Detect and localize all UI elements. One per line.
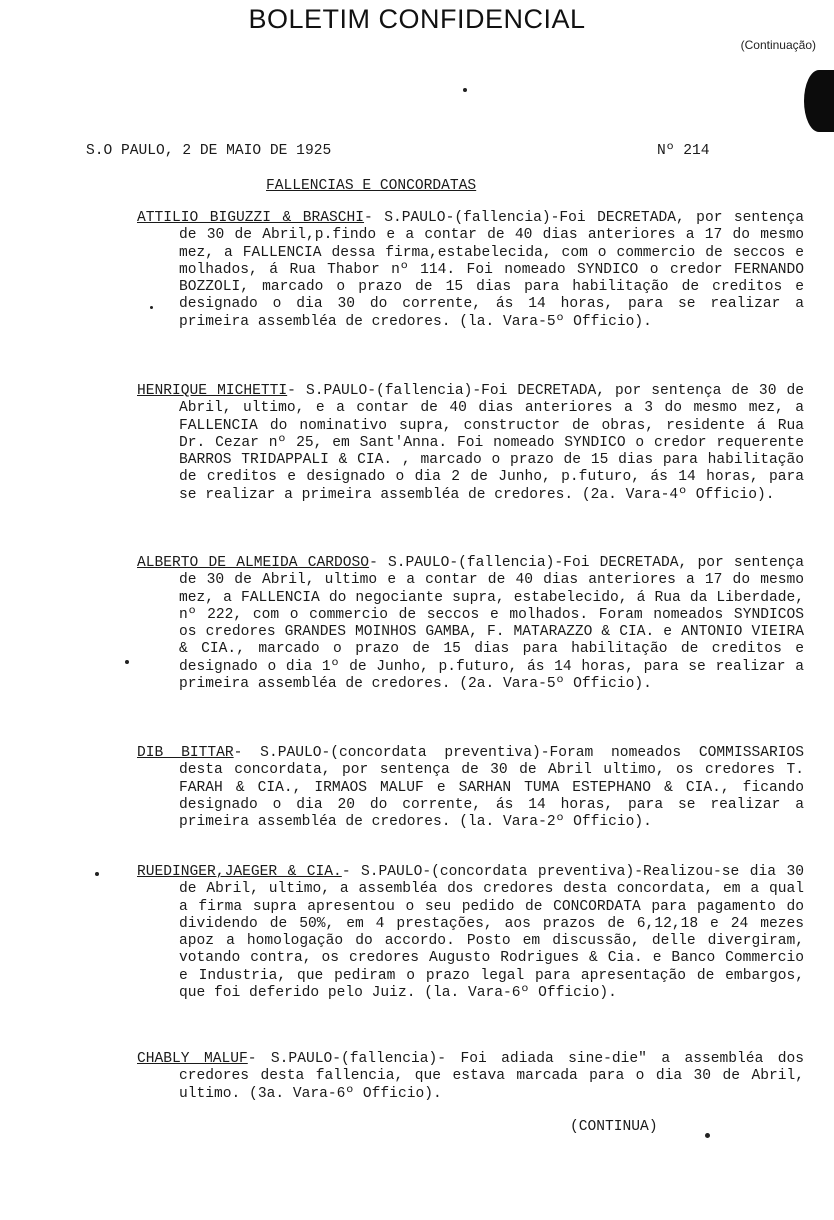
document-title: BOLETIM CONFIDENCIAL [248, 4, 586, 34]
scan-speck [95, 872, 99, 876]
entry-item [137, 210, 804, 331]
entry-text: - S.PAULO-(fallencia)-Foi DECRETADA, por sentença de 30 de Abril, ultimo e a contar de 40 dias anteriores a 17 do mesmo mez, a FALLENCIA do negociante supra, estabelecido, á Rua da Liberdade, nº 222, com o commercio de seccos e molhados. Foram nomeados SYNDICOS os credores GRANDES MOINHOS GAMBA, F. MATARAZZO & CIA. e ANTONIO VIEIRA & CIA., marcado o prazo de 15 dias para habilitação de creditos e designado o dia 1º de Junho, p.futuro, ás 14 horas, para se realizar a primeira assembléa de credores. (2a. Vara-5º Officio). [179, 555, 804, 693]
entry-text: - S.PAULO-(fallencia)- Foi adiada sine-die" a assembléa dos credores desta fallencia, que estava marcada para o dia 30 de Abril, ultimo. (3a. Vara-6º Officio). [179, 1051, 805, 1102]
entry-item [137, 745, 804, 831]
entry-text: - S.PAULO-(fallencia)-Foi DECRETADA, por sentença de 30 de Abril, ultimo, e a contar de 40 dias anteriores a 3 do mesmo mez, a FALLENCIA do nominativo supra, constructor de obras, residente á Rua Dr. Cezar nº 25, em Sant'Anna. Foi nomeado SYNDICO o credor requerente BARROS TRIDAPPALI & CIA. , marcado o prazo de 15 dias para habilitação de creditos e designado o dia 2 de Junho, p.futuro, ás 14 horas, para se realizar a primeira assembléa de credores. (2a. Vara-4º Officio). [179, 383, 804, 503]
continues-label: (CONTINUA) [570, 1119, 658, 1135]
scan-speck [705, 1133, 710, 1138]
entry-name: ALBERTO DE ALMEIDA CARDOSO [137, 555, 370, 571]
entry-item [137, 864, 804, 1002]
entry-name: ATTILIO BIGUZZI & BRASCHI [137, 210, 365, 226]
bulletin-number: Nº 214 [657, 143, 710, 159]
dateline: S.O PAULO, 2 DE MAIO DE 1925 [86, 143, 332, 159]
entry-name: CHABLY MALUF [137, 1051, 248, 1067]
entry-item [137, 383, 804, 504]
entry-text: - S.PAULO-(concordata preventiva)-Realizou-se dia 30 de Abril, ultimo, a assembléa dos credores desta concordata, em a qual a firma supra apresentou o seu pedido de CONCORDATA para pagamento do dividendo de 50%, em 4 prestações, aos prazos de 6,12,18 e 24 mezes apoz a homologação do accordo. Posto em discussão, delle divergiram, votando contra, os credores Augusto Rodrigues & Cia. e Banco Commercio e Industria, que pediram o prazo legal para apresentação de embargos, que foi deferido pelo Juiz. (la. Vara-6º Officio). [179, 864, 804, 1002]
entry-text: - S.PAULO-(concordata preventiva)-Foram nomeados COMMISSARIOS desta concordata, por sentença de 30 de Abril ultimo, os credores T. FARAH & CIA., IRMAOS MALUF e SARHAN TUMA ESTEPHANO & CIA., ficando designado o dia 20 do corrente, ás 14 horas, para se realizar a primeira assembléa de credores. (la. Vara-2º Officio). [179, 745, 805, 831]
section-title: FALLENCIAS E CONCORDATAS [266, 178, 477, 194]
entry-text: - S.PAULO-(fallencia)-Foi DECRETADA, por sentença de 30 de Abril,p.findo e a contar de 40 dias anteriores a 17 do mesmo mez, a FALLENCIA dessa firma,estabelecida, com o commercio de seccos e molhados, á Rua Thabor nº 114. Foi nomeado SYNDICO o credor FERNANDO BOZZOLI, marcado o prazo de 15 dias para habilitação de creditos e designado o dia 30 do corrente, ás 14 horas, para se realizar a primeira assembléa de credores. (la. Vara-5º Officio). [179, 210, 804, 330]
entry-name: DIB BITTAR [137, 745, 234, 761]
entry-name: HENRIQUE MICHETTI [137, 383, 288, 399]
entry-name: RUEDINGER,JAEGER & CIA. [137, 864, 342, 880]
continuation-label: (Continuação) [740, 38, 816, 52]
scan-speck [463, 88, 467, 92]
scan-speck [125, 660, 129, 664]
entry-item [137, 555, 804, 693]
entry-item [137, 1051, 804, 1103]
scan-blot [804, 70, 834, 132]
